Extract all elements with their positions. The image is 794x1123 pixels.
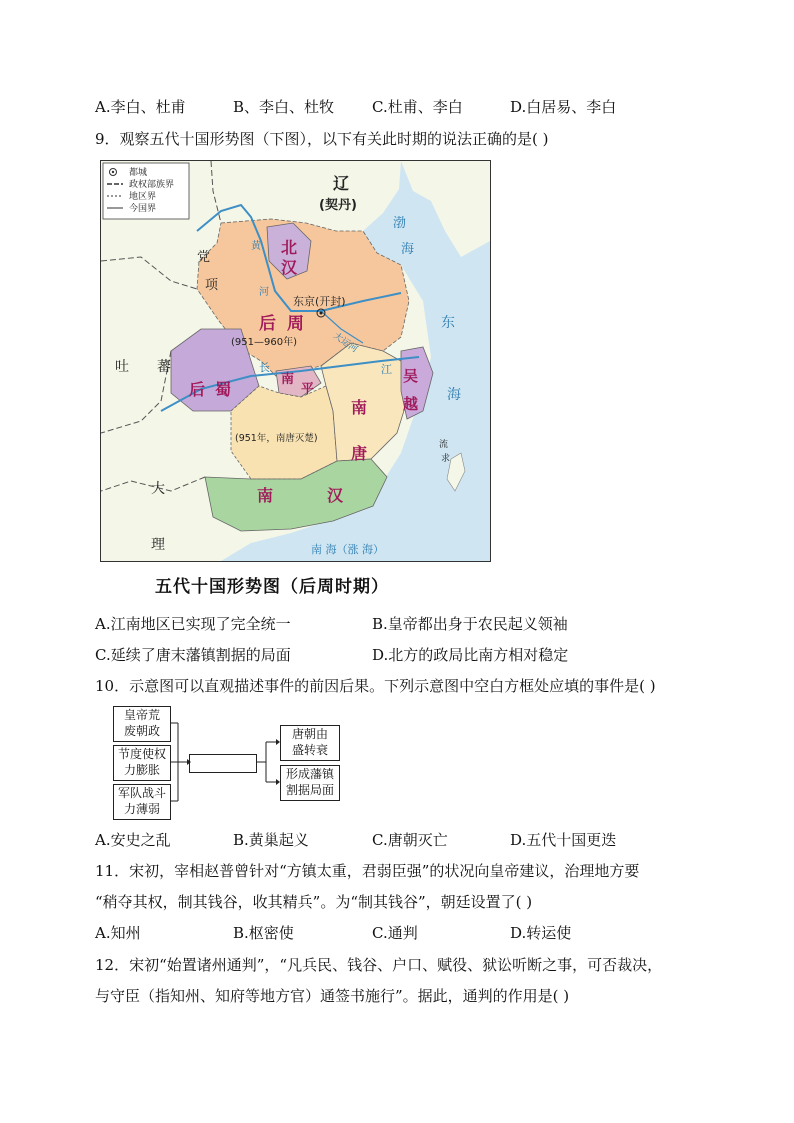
label-jiang: 江 [381,363,392,376]
label-donghai-2: 海 [447,387,461,403]
q11-option-c: C.通判 [372,924,418,942]
q11-stem-line2: “稍夺其权，制其钱谷，收其精兵”。为“制其钱谷”，朝廷设置了( ) [95,893,533,911]
label-nanhai: 南 海（涨 海） [311,543,384,556]
q10-option-b: B.黄巢起义 [233,831,309,849]
label-qidan: (契丹) [319,198,357,213]
q9-option-b: B.皇帝都出身于农民起义领袖 [372,615,568,633]
label-liuqiu-1: 流 [439,440,449,450]
label-nanhan-1: 南 [257,486,274,505]
label-bohai-1: 渤 [393,216,407,231]
q9-option-d: D.北方的政局比南方相对稳定 [372,646,569,664]
label-huanghe-1: 黄 [251,241,261,252]
legend-capital: 都城 [129,168,148,178]
q8-option-c: C.杜甫、李白 [372,98,463,116]
label-nanping-1: 南 [281,372,295,387]
legend-region-border: 地区界 [129,192,157,202]
label-liuqiu-2: 求 [441,454,451,464]
q11-stem-line1: 11．宋初，宰相赵普曾针对“方镇太重，君弱臣强”的状况向皇帝建议，治理地方要 [95,862,640,880]
label-nantang-1: 南 [351,398,368,417]
label-houzhou-1: 后 [259,314,276,334]
label-tubo-1: 吐 [115,359,129,375]
map-legend [103,163,189,219]
q12-stem-line1: 12．宋初“始置诸州通判”，“凡兵民、钱谷、户口、赋役、狱讼听断之事，可否裁决， [95,956,663,974]
q11-option-d: D.转运使 [510,924,572,942]
label-dangxiang-2: 项 [205,278,219,293]
label-houshu-2: 蜀 [215,380,232,399]
q8-option-a: A.李白、杜甫 [95,98,186,116]
q8-option-b: B、李白、杜牧 [233,98,335,116]
q12-stem-line2: 与守臣（指知州、知府等地方官）通签书施行”。据此，通判的作用是( ) [95,987,570,1005]
cause-box-1: 皇帝荒 废朝政 [113,706,171,742]
map-caption: 五代十国形势图（后周时期） [155,577,389,597]
label-nanping-2: 平 [301,382,315,397]
label-tubo-2: 蕃 [157,359,171,375]
diagram-connectors [168,700,288,820]
label-nanhan-2: 汉 [327,486,344,505]
label-capital: 东京(开封) [293,295,346,308]
effect-box-1: 唐朝由 盛转衰 [280,725,340,761]
label-huanghe-2: 河 [259,287,269,298]
label-canal: 大运河 [331,331,360,355]
label-dangxiang-1: 党 [197,250,211,265]
label-houzhou-2: 周 [287,314,304,334]
label-bohai-2: 海 [401,242,415,257]
label-liao: 辽 [333,174,350,193]
q9-option-c: C.延续了唐末藩镇割据的局面 [95,646,291,664]
label-chu-note: (951年，南唐灭楚) [235,433,318,444]
cause-box-2: 节度使权 力膨胀 [113,745,171,781]
label-houshu-1: 后 [189,380,206,399]
q10-option-c: C.唐朝灭亡 [372,831,448,849]
q11-option-b: B.枢密使 [233,924,294,942]
legend-regime-border: 政权部族界 [129,180,175,190]
label-houzhou-years: (951—960年) [231,337,297,348]
label-beihan-1: 北 [281,238,298,257]
label-nantang-2: 唐 [351,444,368,463]
label-dali-1: 大 [151,481,165,497]
label-wuyue-1: 吴 [403,367,419,385]
q10-stem: 10．示意图可以直观描述事件的前因后果。下列示意图中空白方框处应填的事件是( ) [95,677,656,695]
q8-option-d: D.白居易、李白 [510,98,617,116]
label-beihan-2: 汉 [281,258,298,277]
q10-option-a: A.安史之乱 [95,831,171,849]
label-changjiang: 长 [259,361,270,374]
q9-stem: 9．观察五代十国形势图（下图），以下有关此时期的说法正确的是( ) [95,130,549,148]
five-dynasties-map [100,160,491,562]
q10-option-d: D.五代十国更迭 [510,831,617,849]
label-dali-2: 理 [151,537,165,553]
effect-box-2: 形成藩镇 割据局面 [280,765,340,801]
q9-option-a: A.江南地区已实现了完全统一 [95,615,291,633]
label-wuyue-2: 越 [403,395,419,413]
legend-modern-border: 今国界 [129,204,157,214]
cause-box-3: 军队战斗 力薄弱 [113,784,171,820]
label-donghai-1: 东 [441,315,455,331]
q11-option-a: A.知州 [95,924,141,942]
